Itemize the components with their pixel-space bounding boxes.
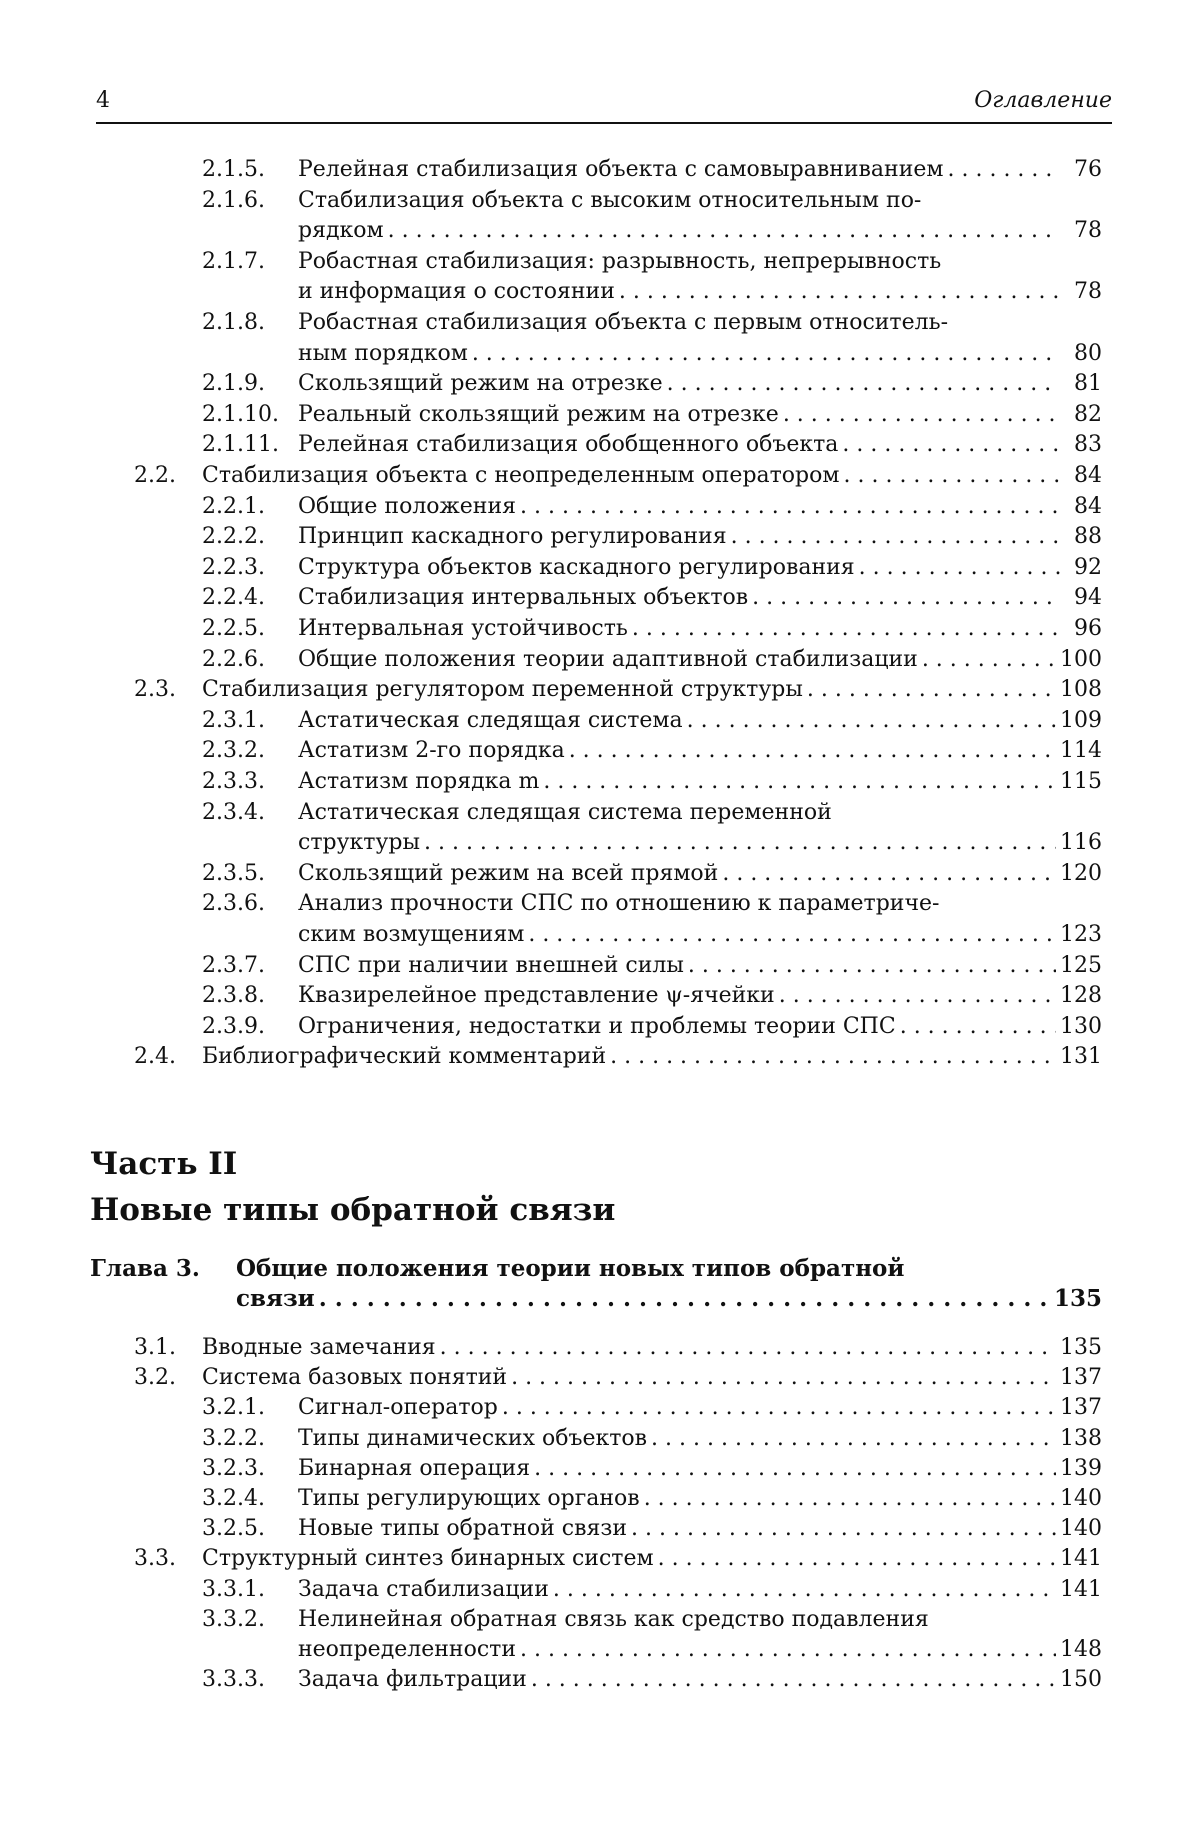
toc-page-number: 94 bbox=[1074, 585, 1102, 611]
toc-number: 3.3. bbox=[134, 1546, 176, 1572]
toc-entry[interactable] bbox=[298, 1393, 1102, 1422]
toc-entry[interactable] bbox=[202, 675, 1102, 704]
toc-number: 2.1.6. bbox=[202, 187, 265, 213]
leader-dots bbox=[440, 1333, 1056, 1362]
toc-title: Типы регулирующих органов bbox=[298, 1486, 640, 1511]
chapter-title-2: связи bbox=[236, 1285, 315, 1312]
page-number: 4 bbox=[96, 88, 110, 113]
toc-entry[interactable] bbox=[202, 1042, 1102, 1071]
toc-entry[interactable] bbox=[298, 859, 1102, 888]
toc-page-number: 100 bbox=[1060, 646, 1102, 672]
leader-dots bbox=[948, 155, 1061, 184]
running-title: Оглавление bbox=[974, 88, 1112, 113]
toc-entry[interactable] bbox=[298, 216, 1102, 245]
toc-title: Сигнал-оператор bbox=[298, 1395, 498, 1421]
toc-entry[interactable] bbox=[202, 1544, 1102, 1573]
toc-number: 2.2.1. bbox=[202, 493, 265, 519]
leader-dots bbox=[631, 1514, 1056, 1543]
leader-dots bbox=[619, 277, 1060, 306]
toc-entry[interactable] bbox=[298, 155, 1102, 184]
toc-page-number: 88 bbox=[1074, 524, 1102, 550]
leader-dots bbox=[424, 828, 1056, 857]
toc-number: 2.2.4. bbox=[202, 585, 265, 611]
leader-dots bbox=[859, 553, 1060, 582]
leader-dots bbox=[731, 522, 1060, 551]
toc-entry[interactable] bbox=[202, 1333, 1102, 1362]
toc-title: Интервальная устойчивость bbox=[298, 616, 628, 641]
toc-entry[interactable] bbox=[298, 736, 1102, 765]
leader-dots bbox=[534, 1454, 1056, 1483]
toc-title: Реальный скользящий режим на отрезке bbox=[298, 401, 779, 427]
toc-entry[interactable] bbox=[298, 1454, 1102, 1483]
toc-page-number: 131 bbox=[1060, 1044, 1102, 1070]
toc-title: Типы динамических объектов bbox=[298, 1425, 648, 1451]
leader-dots bbox=[553, 1575, 1056, 1604]
toc-number: 2.2.3. bbox=[202, 554, 265, 580]
leader-dots bbox=[651, 1424, 1056, 1453]
toc-title: Стабилизация интервальных объектов bbox=[298, 585, 749, 611]
toc-page-number: 140 bbox=[1060, 1486, 1102, 1511]
toc-entry[interactable] bbox=[298, 706, 1102, 735]
toc-entry[interactable] bbox=[298, 1575, 1102, 1604]
leader-dots bbox=[667, 369, 1060, 398]
toc-number: 2.1.5. bbox=[202, 157, 265, 182]
toc-page-number: 141 bbox=[1060, 1546, 1102, 1572]
toc-title: Робастная стабилизация: разрывность, непрерывность bbox=[298, 248, 942, 274]
toc-title-cont: ским возмущениям bbox=[298, 922, 525, 947]
leader-dots bbox=[842, 430, 1060, 459]
toc-entry[interactable] bbox=[298, 767, 1102, 796]
toc-page-number: 83 bbox=[1074, 432, 1102, 458]
toc-number: 3.2. bbox=[134, 1365, 176, 1391]
toc-page-number: 78 bbox=[1074, 218, 1102, 244]
toc-number: 2.4. bbox=[134, 1044, 176, 1070]
toc-title-cont: ным порядком bbox=[298, 340, 468, 366]
toc-title: Вводные замечания bbox=[202, 1335, 436, 1360]
toc-title: Анализ прочности СПС по отношению к параметриче- bbox=[298, 891, 940, 917]
toc-entry[interactable] bbox=[298, 400, 1102, 429]
toc-number: 3.3.3. bbox=[202, 1667, 265, 1693]
toc-number: 2.3.7. bbox=[202, 952, 265, 978]
leader-dots bbox=[531, 1665, 1056, 1694]
toc-page-number: 78 bbox=[1074, 279, 1102, 305]
toc-entry[interactable] bbox=[298, 1514, 1102, 1543]
toc-title-cont: структуры bbox=[298, 830, 420, 856]
toc-page-number: 139 bbox=[1060, 1455, 1102, 1481]
toc-title: Система базовых понятий bbox=[202, 1365, 508, 1391]
toc-entry[interactable] bbox=[202, 461, 1102, 490]
toc-page-number: 84 bbox=[1074, 493, 1102, 519]
part-label: Часть II bbox=[90, 1146, 238, 1182]
toc-title: Бинарная операция bbox=[298, 1455, 531, 1481]
leader-dots bbox=[319, 1284, 1050, 1314]
toc-title: Стабилизация регулятором переменной структуры bbox=[202, 677, 803, 703]
chapter-title: Общие положения теории новых типов обратной bbox=[236, 1255, 905, 1282]
toc-number: 2.3.5. bbox=[202, 860, 265, 886]
leader-dots bbox=[632, 614, 1060, 643]
toc-entry[interactable] bbox=[202, 1363, 1102, 1392]
toc-page-number: 115 bbox=[1060, 769, 1102, 794]
toc-entry[interactable] bbox=[298, 369, 1102, 398]
leader-dots bbox=[722, 859, 1056, 888]
toc-number: 2.3. bbox=[134, 677, 176, 703]
toc-title: Задача стабилизации bbox=[298, 1576, 549, 1602]
toc-number: 3.2.1. bbox=[202, 1395, 265, 1421]
toc-entry[interactable] bbox=[298, 492, 1102, 521]
toc-entry[interactable] bbox=[298, 430, 1102, 459]
toc-page-number: 92 bbox=[1074, 554, 1102, 580]
toc-title: Ограничения, недостатки и проблемы теории СПС bbox=[298, 1013, 896, 1039]
toc-number: 2.2.5. bbox=[202, 616, 265, 641]
chapter-page: 135 bbox=[1053, 1285, 1102, 1312]
toc-title: Астатизм 2-го порядка bbox=[298, 738, 565, 764]
leader-dots bbox=[520, 1635, 1056, 1664]
leader-dots bbox=[922, 645, 1056, 674]
toc-title: Стабилизация объекта с неопределенным оператором bbox=[202, 463, 840, 488]
toc-number: 3.2.2. bbox=[202, 1425, 265, 1451]
toc-number: 2.1.9. bbox=[202, 371, 265, 397]
toc-number: 2.3.4. bbox=[202, 799, 265, 825]
toc-page-number: 96 bbox=[1074, 616, 1102, 641]
toc-number: 2.3.8. bbox=[202, 983, 265, 1009]
leader-dots bbox=[688, 951, 1056, 980]
toc-page-number: 137 bbox=[1060, 1395, 1102, 1421]
toc-title-cont: рядком bbox=[298, 218, 384, 244]
toc-entry[interactable] bbox=[298, 339, 1102, 368]
toc-page-number: 138 bbox=[1060, 1425, 1102, 1451]
toc-title: Астатическая следящая система переменной bbox=[298, 799, 832, 825]
toc-entry[interactable] bbox=[298, 1635, 1102, 1664]
toc-entry[interactable] bbox=[298, 645, 1102, 674]
toc-page-number: 81 bbox=[1074, 371, 1102, 397]
chapter-title-cont[interactable] bbox=[236, 1284, 1102, 1314]
toc-title: Новые типы обратной связи bbox=[298, 1516, 628, 1542]
toc-number: 2.1.10. bbox=[202, 401, 279, 427]
toc-title: Структурный синтез бинарных систем bbox=[202, 1546, 654, 1572]
toc-number: 3.2.3. bbox=[202, 1455, 265, 1481]
toc-title: Робастная стабилизация объекта с первым относитель- bbox=[298, 310, 949, 335]
toc-number: 2.3.1. bbox=[202, 707, 265, 733]
toc-entry[interactable] bbox=[298, 1665, 1102, 1694]
toc-page-number: 125 bbox=[1060, 952, 1102, 978]
leader-dots bbox=[807, 675, 1056, 704]
toc-entry[interactable] bbox=[298, 828, 1102, 857]
toc-page-number: 135 bbox=[1060, 1335, 1102, 1360]
toc-page-number: 82 bbox=[1074, 401, 1102, 427]
toc-number: 2.2.2. bbox=[202, 524, 265, 550]
toc-entry[interactable] bbox=[298, 920, 1102, 949]
toc-entry[interactable] bbox=[298, 1484, 1102, 1513]
toc-page-number: 80 bbox=[1074, 340, 1102, 366]
leader-dots bbox=[511, 1363, 1056, 1392]
toc-number: 2.1.8. bbox=[202, 310, 265, 335]
toc-title: Структура объектов каскадного регулирования bbox=[298, 554, 855, 580]
toc-entry[interactable] bbox=[298, 522, 1102, 551]
toc-title: Библиографический комментарий bbox=[202, 1044, 607, 1070]
leader-dots bbox=[528, 920, 1056, 949]
toc-entry[interactable] bbox=[298, 1012, 1102, 1041]
leader-dots bbox=[783, 400, 1060, 429]
leader-dots bbox=[388, 216, 1060, 245]
leader-dots bbox=[644, 1484, 1056, 1513]
running-head bbox=[96, 88, 1112, 124]
toc-number: 2.1.7. bbox=[202, 248, 265, 274]
toc-page-number: 120 bbox=[1060, 860, 1102, 886]
leader-dots bbox=[472, 339, 1060, 368]
toc-title: Скользящий режим на отрезке bbox=[298, 371, 663, 397]
chapter-label: Глава 3. bbox=[90, 1255, 200, 1282]
toc-number: 2.2. bbox=[134, 463, 176, 488]
leader-dots bbox=[752, 583, 1060, 612]
toc-title: Стабилизация объекта с высоким относительным по- bbox=[298, 187, 922, 213]
toc-page-number: 148 bbox=[1060, 1637, 1102, 1662]
leader-dots bbox=[610, 1042, 1056, 1071]
toc-page-number: 76 bbox=[1074, 157, 1102, 182]
toc-page-number: 84 bbox=[1074, 463, 1102, 488]
leader-dots bbox=[543, 767, 1056, 796]
toc-title: СПС при наличии внешней силы bbox=[298, 952, 684, 978]
toc-title: Нелинейная обратная связь как средство подавления bbox=[298, 1606, 929, 1632]
toc-entry[interactable] bbox=[298, 981, 1102, 1010]
toc-number: 2.1.11. bbox=[202, 432, 279, 458]
toc-entry[interactable] bbox=[298, 1424, 1102, 1453]
leader-dots bbox=[779, 981, 1056, 1010]
toc-number: 3.2.5. bbox=[202, 1516, 265, 1542]
leader-dots bbox=[900, 1012, 1056, 1041]
leader-dots bbox=[520, 492, 1060, 521]
toc-entry[interactable] bbox=[298, 277, 1102, 306]
toc-page-number: 109 bbox=[1060, 707, 1102, 733]
toc-page-number: 114 bbox=[1060, 738, 1102, 764]
toc-page-number: 141 bbox=[1060, 1576, 1102, 1602]
toc-entry[interactable] bbox=[298, 951, 1102, 980]
toc-number: 3.1. bbox=[134, 1335, 176, 1360]
toc-title: Релейная стабилизация обобщенного объекта bbox=[298, 432, 839, 458]
toc-page-number: 140 bbox=[1060, 1516, 1102, 1542]
toc-number: 3.2.4. bbox=[202, 1486, 265, 1511]
toc-title: Релейная стабилизация объекта с самовыравниванием bbox=[298, 157, 944, 182]
toc-title-cont: неопределенности bbox=[298, 1637, 516, 1662]
toc-page-number: 128 bbox=[1060, 983, 1102, 1009]
part-title: Новые типы обратной связи bbox=[90, 1192, 616, 1228]
toc-page-number: 137 bbox=[1060, 1365, 1102, 1391]
toc-entry[interactable] bbox=[298, 614, 1102, 643]
toc-number: 2.3.9. bbox=[202, 1013, 265, 1039]
toc-page-number: 123 bbox=[1060, 922, 1102, 947]
toc-number: 2.2.6. bbox=[202, 646, 265, 672]
toc-number: 3.3.1. bbox=[202, 1576, 265, 1602]
toc-title: Астатизм порядка m bbox=[298, 769, 540, 794]
toc-title: Астатическая следящая система bbox=[298, 707, 683, 733]
toc-title: Принцип каскадного регулирования bbox=[298, 524, 727, 550]
leader-dots bbox=[844, 461, 1061, 490]
toc-entry[interactable] bbox=[298, 553, 1102, 582]
leader-dots bbox=[502, 1393, 1056, 1422]
toc-number: 2.3.2. bbox=[202, 738, 265, 764]
toc-title: Квазирелейное представление ψ-ячейки bbox=[298, 983, 775, 1009]
toc-page-number: 150 bbox=[1060, 1667, 1102, 1693]
toc-title-cont: и информация о состоянии bbox=[298, 279, 615, 305]
toc-entry[interactable] bbox=[298, 583, 1102, 612]
toc-title: Задача фильтрации bbox=[298, 1667, 527, 1693]
toc-title: Общие положения bbox=[298, 493, 517, 519]
toc-page-number: 108 bbox=[1060, 677, 1102, 703]
toc-title: Общие положения теории адаптивной стабилизации bbox=[298, 646, 918, 672]
toc-title: Скользящий режим на всей прямой bbox=[298, 860, 719, 886]
toc-page-number: 116 bbox=[1060, 830, 1102, 856]
leader-dots bbox=[687, 706, 1056, 735]
leader-dots bbox=[569, 736, 1056, 765]
leader-dots bbox=[658, 1544, 1056, 1573]
toc-number: 3.3.2. bbox=[202, 1606, 265, 1632]
toc-number: 2.3.6. bbox=[202, 891, 265, 917]
toc-page-number: 130 bbox=[1060, 1013, 1102, 1039]
toc-number: 2.3.3. bbox=[202, 769, 265, 794]
